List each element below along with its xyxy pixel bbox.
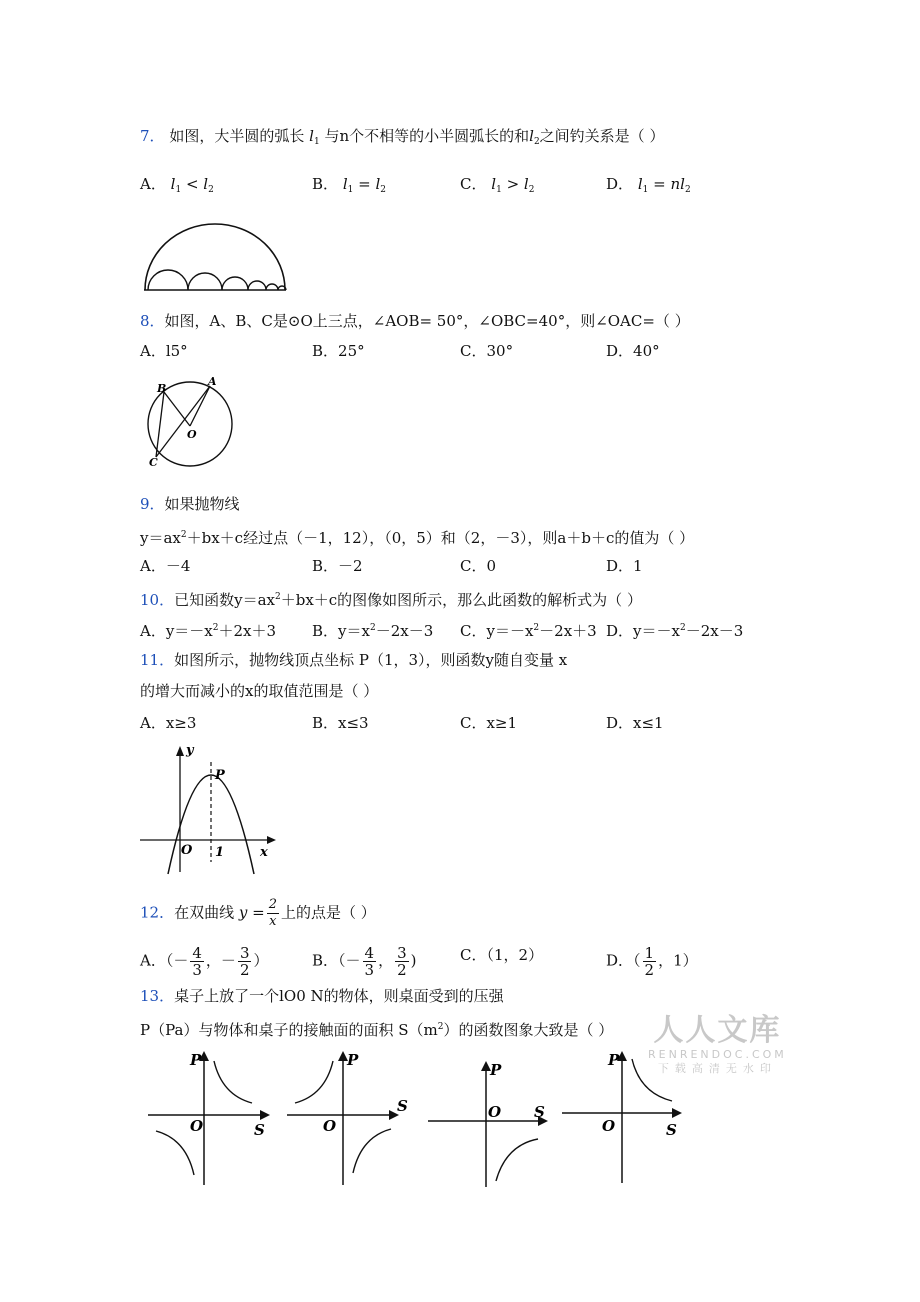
numerator: 4: [192, 944, 202, 962]
superscript: 2: [212, 623, 219, 633]
question-text: 之间钓关系是（ ）: [539, 127, 665, 145]
comma: ，: [378, 951, 394, 970]
axis-label-s: S: [397, 1097, 408, 1115]
graph-option-d: [560, 1047, 690, 1187]
numerator: 4: [364, 944, 375, 962]
fraction: [395, 945, 409, 978]
axis-label-p: P: [490, 1061, 502, 1079]
option-c: C．0: [460, 557, 497, 575]
axis-label-s: S: [534, 1103, 545, 1121]
question-10: [140, 587, 642, 610]
question-number: 9．: [140, 495, 165, 513]
parabola-figure: [136, 742, 286, 876]
question-13: [140, 986, 504, 1006]
subscript: 1: [175, 185, 182, 195]
origin-label: O: [602, 1117, 616, 1135]
option-d: D．1: [606, 557, 643, 575]
point-label-a: A: [208, 375, 217, 388]
close-paren: ）: [253, 951, 269, 970]
option-b: [312, 174, 386, 200]
watermark-slogan: 下载高清无水印: [657, 1062, 777, 1075]
axis-label-s: S: [666, 1121, 677, 1139]
option-a: A．l5°: [140, 342, 188, 360]
subscript: 1: [642, 185, 649, 195]
minus-sign: －: [345, 951, 361, 970]
option-label: D．: [606, 175, 634, 193]
watermark-site: RENRENDOC.COM: [648, 1048, 787, 1061]
option-d: D．40°: [606, 342, 660, 360]
axis-label-p: P: [347, 1051, 359, 1069]
question-text: 如图，大半圆的弧长: [169, 127, 305, 145]
option-b: B．－2: [312, 557, 363, 575]
graph-option-b: [283, 1047, 413, 1187]
fraction: [643, 945, 657, 978]
option-text: C．y＝－x: [460, 622, 534, 640]
option-a: A．x≥3: [140, 714, 197, 732]
option-d: [606, 945, 698, 978]
option-a: [140, 945, 269, 978]
point-label-c: C: [149, 456, 158, 469]
question-text: 上的点是（ ）: [280, 903, 376, 922]
graph-option-c: [426, 1055, 556, 1190]
option-label: D．（: [606, 951, 641, 970]
symbol-l: l: [342, 175, 348, 193]
symbol-l: l: [523, 175, 529, 193]
question-number: 10．: [140, 591, 175, 609]
option-b: B．25°: [312, 342, 365, 360]
option-b: [312, 945, 417, 978]
numerator: 3: [397, 944, 407, 962]
watermark-title: 人人文库: [653, 1013, 782, 1048]
denominator: 3: [192, 961, 202, 979]
question-text: P（Pa）与物体和桌子的接触面的面积 S（m: [140, 1021, 438, 1039]
option-c: C．30°: [460, 342, 514, 360]
symbol-l: l: [170, 175, 176, 193]
superscript: 2: [274, 592, 281, 602]
superscript: 2: [533, 623, 540, 633]
origin-label: O: [323, 1117, 337, 1135]
subscript: 2: [380, 185, 387, 195]
question-number: 8．: [140, 312, 165, 330]
subscript: 1: [347, 185, 354, 195]
symbol-l: l: [375, 175, 381, 193]
point-label-b: B: [157, 382, 167, 395]
question-9-line2: [140, 525, 694, 548]
option-label: C．: [460, 175, 487, 193]
question-text: 如图，A、B、C是⊙O上三点，∠AOB= 50°，∠OBC=40°，则∠OAC=（ ）: [164, 312, 690, 330]
superscript: 2: [180, 530, 187, 540]
superscript: 2: [679, 623, 686, 633]
axis-label-y: y: [186, 743, 194, 758]
option-c: [460, 174, 534, 200]
denominator: 2: [644, 961, 655, 979]
tick-label-one: 1: [215, 845, 225, 860]
question-text: ＋bx＋c的图像如图所示，那么此函数的解析式为（ ）: [280, 591, 642, 609]
symbol-l: l: [680, 175, 685, 193]
question-text: 的增大而减小的x的取值范围是（ ）: [140, 682, 379, 700]
numerator: 2: [268, 897, 277, 912]
question-number: 12．: [140, 903, 175, 922]
subscript: 2: [684, 185, 691, 195]
axis-label-p: P: [190, 1051, 202, 1069]
option-text: B．y＝x: [312, 622, 370, 640]
operator: =: [353, 175, 376, 193]
fraction: [363, 945, 377, 978]
question-12: [140, 897, 376, 930]
option-text: D．y＝－x: [606, 622, 680, 640]
subscript: 2: [208, 185, 214, 195]
question-text: ＋bx＋c经过点（－1，12），（0，5）和（2，－3），则a＋b＋c的值为（ ）: [186, 529, 695, 547]
minus-sign: －: [173, 951, 189, 970]
option-c: C．x≥1: [460, 714, 518, 732]
question-text: 如图所示，抛物线顶点坐标 P（1，3），则函数y随自变量 x: [174, 651, 568, 669]
option-c: C．（1，2）: [460, 946, 544, 964]
option-text: －2x－3: [375, 622, 434, 640]
graph-option-a: [142, 1047, 272, 1187]
symbol-l: l: [309, 127, 314, 145]
question-text: y＝ax: [140, 529, 181, 547]
subscript: 2: [528, 185, 535, 195]
operator: >: [501, 175, 524, 193]
symbol-l: l: [491, 175, 497, 193]
option-a: A．－4: [140, 557, 191, 575]
question-text: 在双曲线: [174, 903, 235, 922]
origin-label: O: [488, 1103, 502, 1121]
option-label: A．（: [140, 951, 174, 970]
question-text: 已知函数y＝ax: [174, 591, 275, 609]
option-text: A．y＝－x: [140, 622, 213, 640]
option-b: [312, 618, 433, 641]
symbol-l: l: [203, 175, 209, 193]
option-a: [140, 618, 276, 641]
subscript: 2: [533, 137, 540, 147]
option-a: [140, 174, 214, 200]
option-label: A．: [140, 175, 166, 193]
semicircles-figure: [140, 214, 290, 294]
point-label-o: O: [187, 428, 197, 441]
operator: = n: [648, 175, 681, 193]
operator: <: [181, 175, 204, 193]
fraction: [238, 945, 252, 978]
question-7: [140, 126, 664, 152]
superscript: 2: [369, 623, 376, 633]
numerator: 3: [239, 944, 250, 962]
symbol-l: l: [637, 175, 643, 193]
question-number: 13．: [140, 987, 175, 1005]
origin-label: O: [190, 1117, 204, 1135]
circle-figure: [140, 374, 240, 474]
axis-label-p: P: [608, 1051, 620, 1069]
denominator: 2: [239, 961, 250, 979]
question-number: 11．: [140, 651, 175, 669]
option-b: B．x≤3: [312, 714, 369, 732]
denominator: 2: [397, 961, 407, 979]
fraction: [267, 897, 279, 930]
question-13-line2: [140, 1017, 613, 1040]
denominator: 3: [364, 961, 375, 979]
question-text: 桌子上放了一个lO0 N的物体，则桌面受到的压强: [174, 987, 504, 1005]
comma: ，: [205, 951, 221, 970]
question-text: 如果抛物线: [164, 495, 240, 513]
question-9: [140, 494, 240, 514]
question-11: [140, 650, 567, 670]
superscript: 2: [437, 1022, 444, 1032]
numerator: 1: [644, 944, 655, 962]
minus-sign: －: [220, 951, 236, 970]
question-number: 7．: [140, 127, 165, 145]
option-text: －2x－3: [685, 622, 744, 640]
subscript: 1: [496, 185, 502, 195]
question-text: ）的函数图象大致是（ ）: [443, 1021, 614, 1039]
fraction: [190, 945, 204, 978]
option-text: －2x＋3: [539, 622, 597, 640]
option-d: [606, 174, 691, 200]
question-text: 与n个不相等的小半圆弧长的和: [324, 127, 530, 145]
equation: y =: [238, 903, 265, 922]
subscript: 1: [313, 137, 320, 147]
denominator: x: [269, 914, 277, 929]
option-text: ，1）: [658, 951, 698, 970]
symbol-l: l: [529, 127, 534, 145]
option-d: D．x≤1: [606, 714, 664, 732]
vertex-label-p: P: [215, 768, 225, 783]
close-paren: ): [410, 951, 417, 970]
axis-label-x: x: [260, 845, 268, 860]
option-c: [460, 618, 597, 641]
option-label: B．（: [312, 951, 346, 970]
question-8: [140, 311, 690, 331]
option-label: B．: [312, 175, 339, 193]
origin-label: O: [181, 843, 193, 858]
option-d: [606, 618, 743, 641]
option-text: ＋2x＋3: [218, 622, 277, 640]
axis-label-s: S: [254, 1121, 265, 1139]
